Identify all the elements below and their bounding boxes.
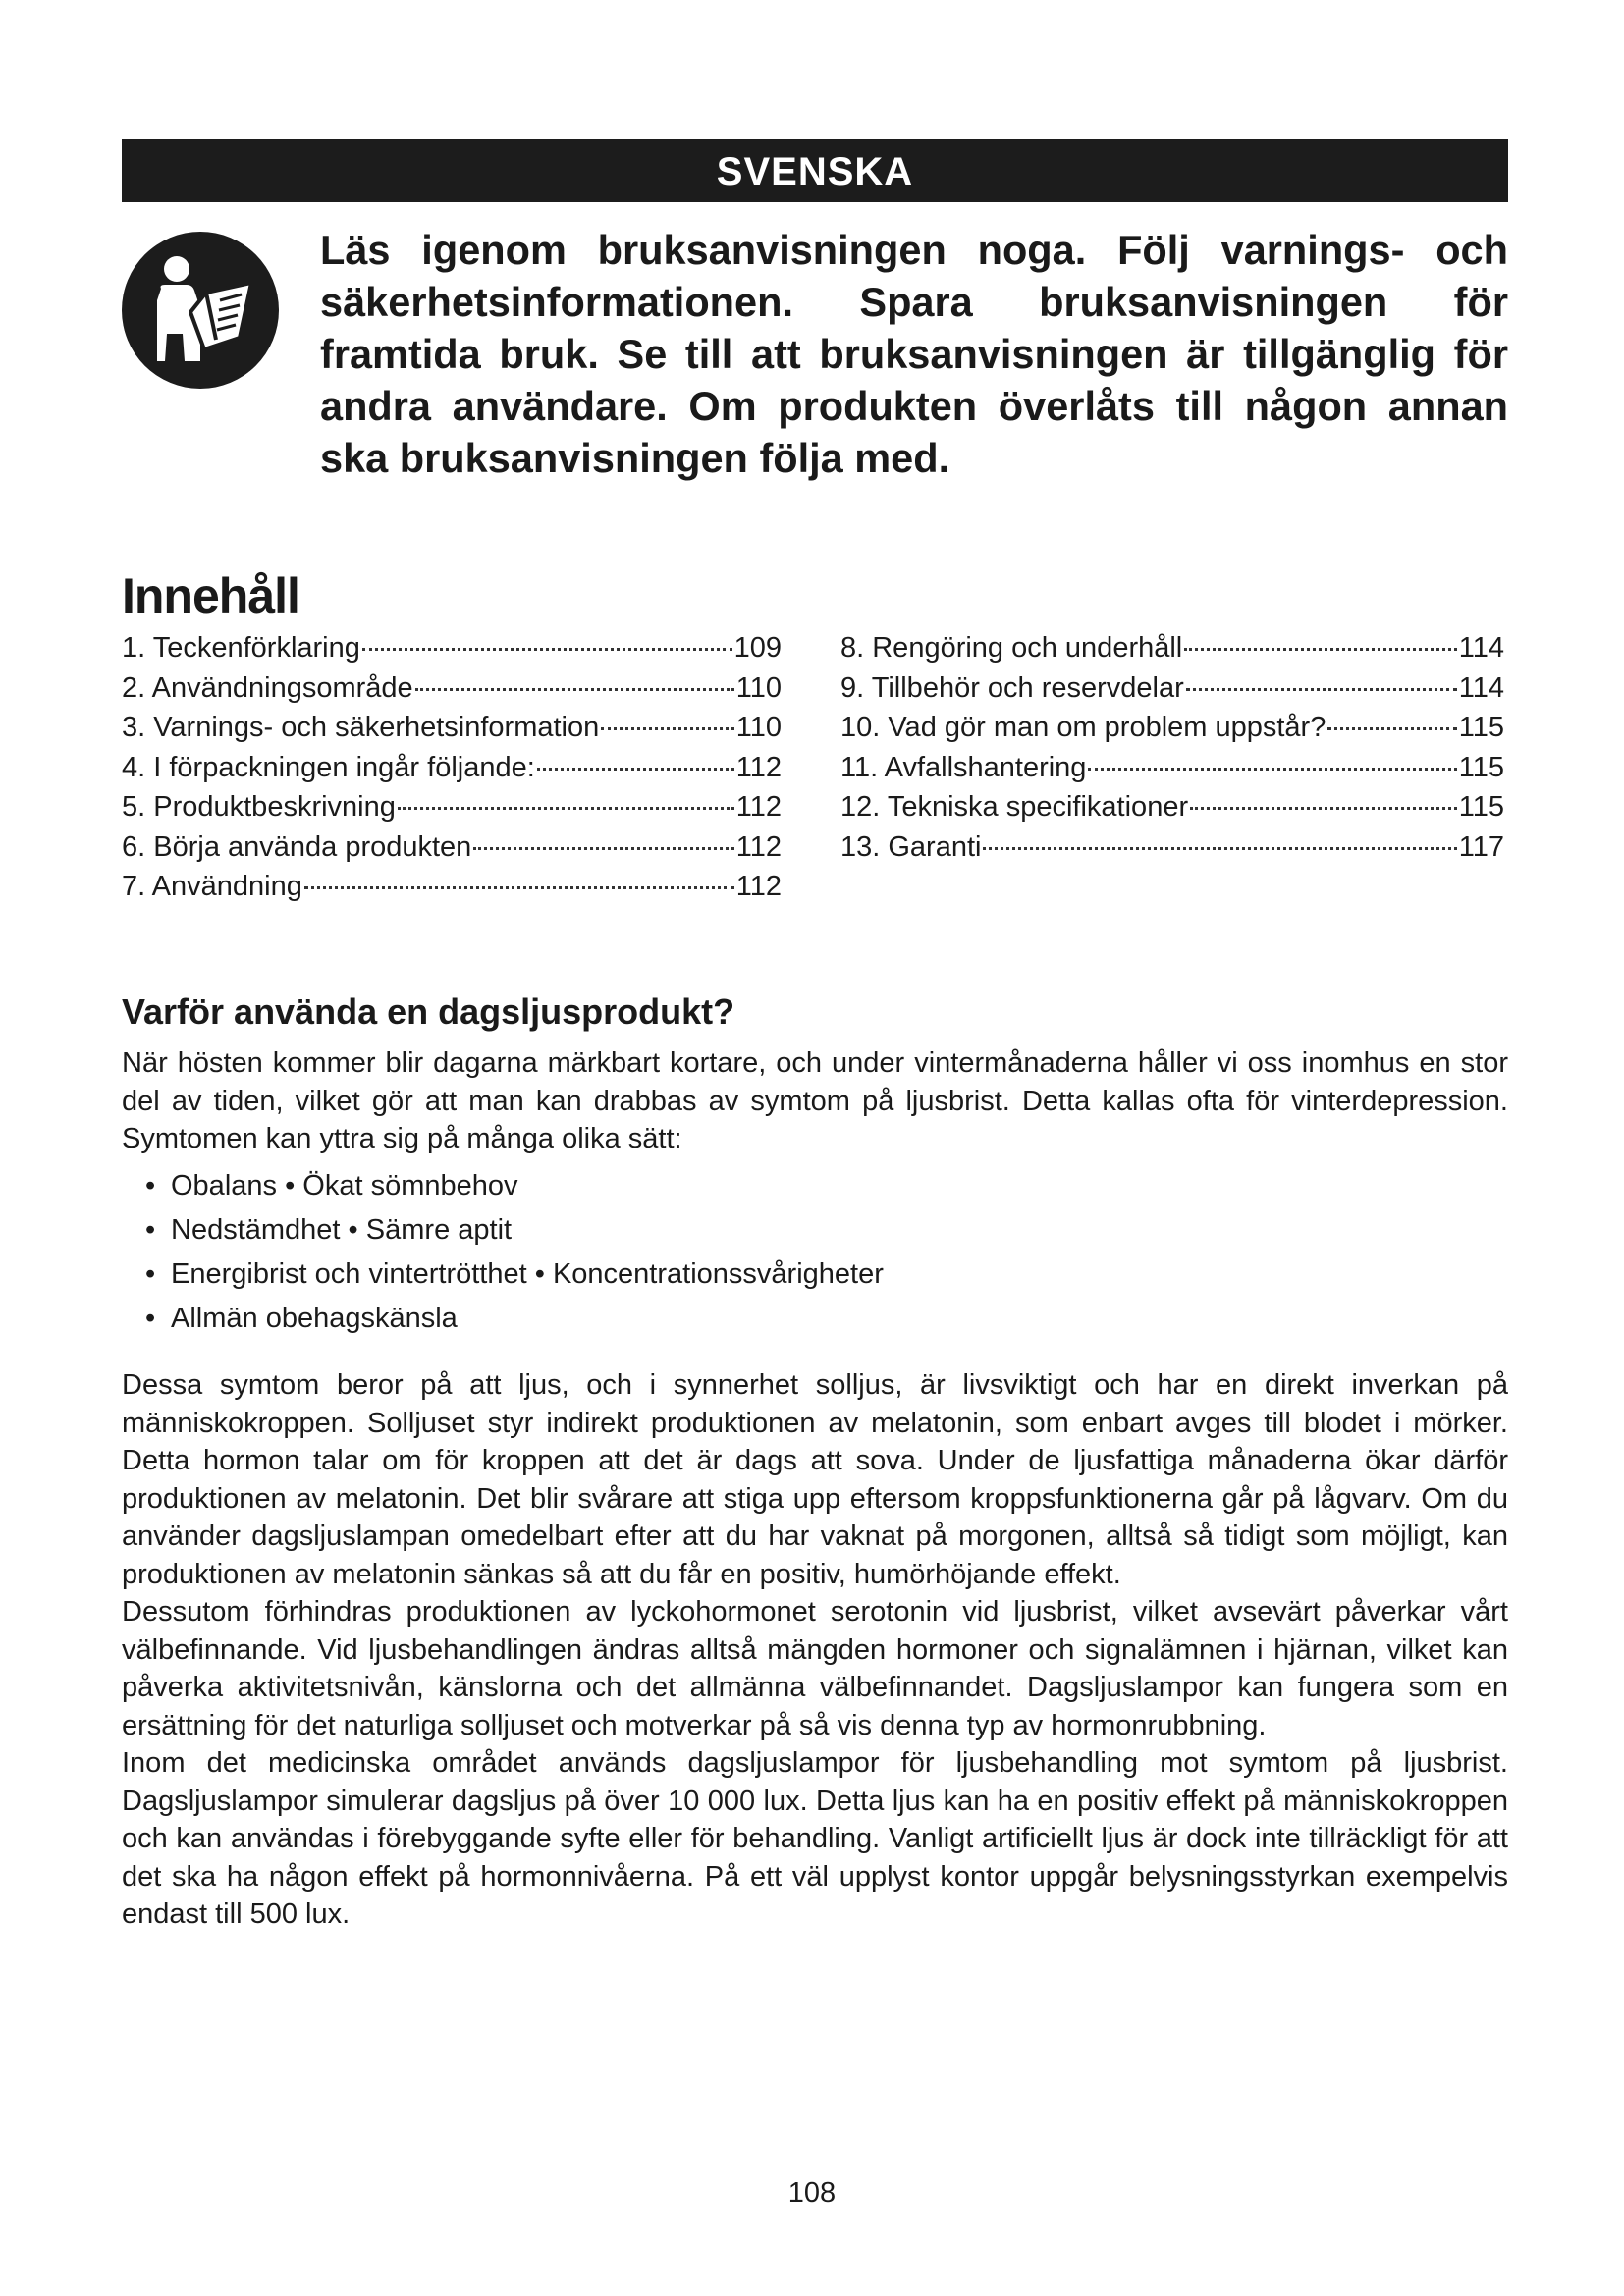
- toc-entry[interactable]: 2. Användningsområde 110: [122, 671, 782, 704]
- toc-entry[interactable]: 6. Börja använda produkten 112: [122, 830, 782, 863]
- toc-entry[interactable]: 5. Produktbeskrivning 112: [122, 791, 782, 823]
- toc-left-column: [122, 628, 782, 907]
- list-item: • Energibrist och vintertrötthet • Koncentrationssvårigheter: [145, 1258, 884, 1290]
- toc-entry[interactable]: 13. Garanti 117: [840, 830, 1504, 863]
- intro-text: Läs igenom bruksanvisningen noga. Följ varnings- och säkerhetsinformationen. Spara bruksanvisningen för framtida bruk. Se till att bruksanvisningen är tillgänglig för andra användare. Om produkten överlåts till någon annan ska bruksanvisningen följa med.: [320, 227, 1508, 481]
- paragraph: Dessutom förhindras produktionen av lyckohormonet serotonin vid ljusbrist, vilket avsevärt påverkar vårt välbefinnande. Vid ljusbehandlingen ändras alltså mängden hormoner och signalämnen i hjärnan, vilket kan påverka aktivitetsnivån, känslorna och det allmänna välbefinnandet. Dagsljuslampor kan fungera som en ersättning för det naturliga solljuset och motverkar på så vis denna typ av hormonrubbning.: [122, 1596, 1508, 1741]
- section-title: Varför använda en dagsljusprodukt?: [122, 991, 735, 1032]
- toc-entry[interactable]: 4. I förpackningen ingår följande: 112: [122, 751, 782, 783]
- paragraph: Dessa symtom beror på att ljus, och i synnerhet solljus, är livsviktigt och har en direkt inverkan på människokroppen. Solljuset styr indirekt produktionen av melatonin, som enbart avges till blodet i mörker. Detta hormon talar om för kroppen att det är dags att sova. Under de ljusfattiga månaderna ökar därför produktionen av melatonin. Det blir svårare att stiga upp eftersom kroppsfunktionerna går på lågvarv. Om du använder dagsljuslampan omedelbart efter att du har vaknat på morgonen, alltså så tidigt som möjligt, kan produktionen av melatonin sänkas så att du får en positiv, humörhöjande effekt.: [122, 1369, 1508, 1590]
- toc-entry[interactable]: 10. Vad gör man om problem uppstår? 115: [840, 712, 1504, 743]
- toc-entry[interactable]: 7. Användning 112: [122, 871, 782, 902]
- symptom-list: [145, 1164, 884, 1341]
- toc-entry[interactable]: 1. Teckenförklaring 109: [122, 632, 782, 664]
- list-item: • Obalans • Ökat sömnbehov: [145, 1170, 518, 1201]
- list-item: • Nedstämdhet • Sämre aptit: [145, 1214, 513, 1246]
- toc-right-column: [840, 628, 1504, 867]
- toc-title: Innehåll: [122, 568, 299, 623]
- toc-entry[interactable]: 9. Tillbehör och reservdelar 114: [840, 671, 1504, 704]
- list-item: • Allmän obehagskänsla: [145, 1303, 458, 1334]
- toc-entry[interactable]: 12. Tekniska specifikationer 115: [840, 791, 1504, 823]
- toc-entry[interactable]: 8. Rengöring och underhåll 114: [840, 632, 1504, 664]
- paragraph-intro: När hösten kommer blir dagarna märkbart kortare, och under vintermånaderna håller vi oss inomhus en stor del av tiden, vilket gör att man kan drabbas av symtom på ljusbrist. Detta kallas ofta för vinterdepression. Symtomen kan yttra sig på många olika sätt:: [122, 1047, 1508, 1154]
- toc-entry[interactable]: 3. Varnings- och säkerhetsinformation 110: [122, 712, 782, 743]
- page-number: 108: [787, 2177, 837, 2209]
- read-manual-icon: [122, 232, 279, 389]
- toc-entry[interactable]: 11. Avfallshantering 115: [840, 751, 1504, 783]
- paragraph: Inom det medicinska området används dagsljuslampor för ljusbehandling mot symtom på ljusbrist. Dagsljuslampor simulerar dagsljus på över 10 000 lux. Detta ljus kan ha en positiv effekt på människokroppen och kan användas i förebyggande syfte eller för behandling. Vanligt artificiellt ljus är dock inte tillräckligt för att det ska ha någon effekt på hormonnivåerna. På ett väl upplyst kontor uppgår belysningsstyrkan exempelvis endast till 500 lux.: [122, 1747, 1508, 1930]
- language-header: SVENSKA: [122, 139, 1508, 202]
- body-text: [122, 1366, 1508, 1934]
